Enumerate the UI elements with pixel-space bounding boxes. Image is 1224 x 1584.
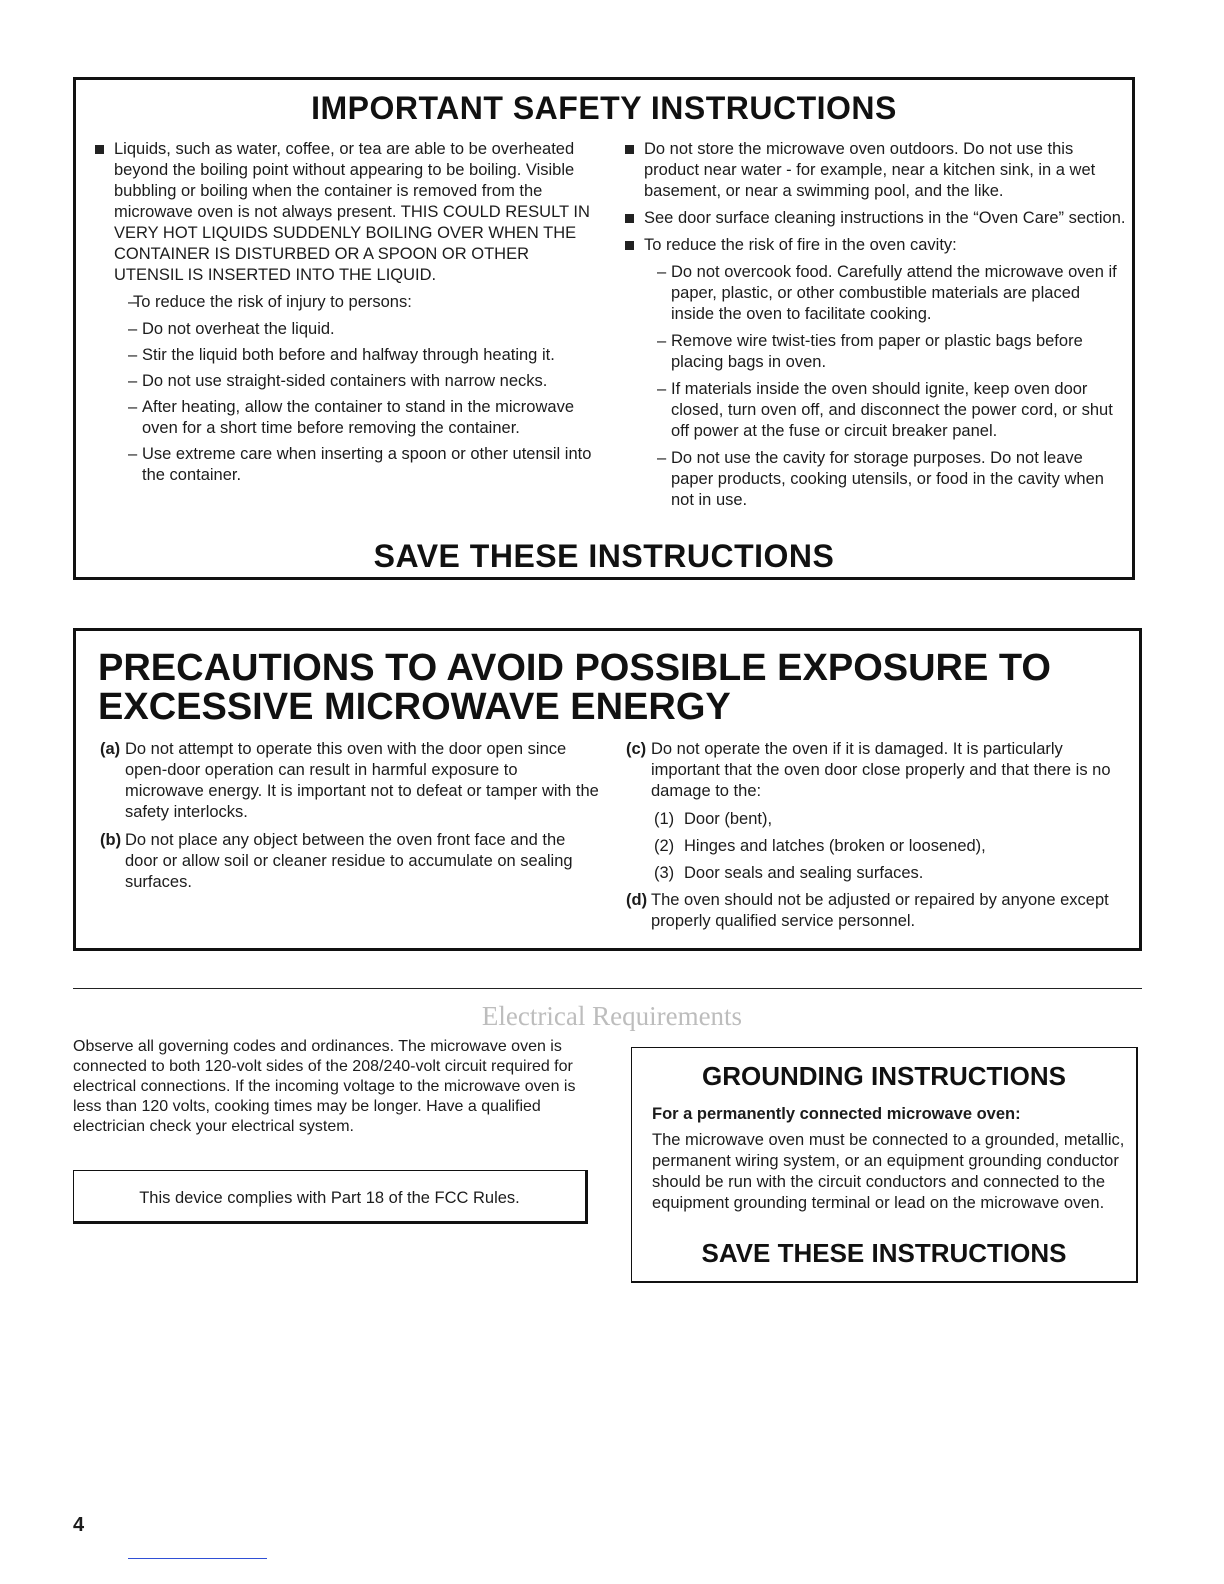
precaution-a: (a) Do not attempt to operate this oven with the door open since open-door operation can result in harmful exposure to microwave energy. It is important not to defeat or tamper with the safety interlocks. (100, 740, 599, 821)
section-divider (73, 988, 1142, 989)
safety-instructions-box (73, 77, 1135, 580)
safety-dash-item: – Use extreme care when inserting a spoon or other utensil into the container. (86, 444, 596, 486)
precautions-title: PRECAUTIONS TO AVOID POSSIBLE EXPOSURE TO EXCESSIVE MICROWAVE ENERGY (98, 647, 1051, 728)
safety-dash-item: – Remove wire twist-ties from paper or plastic bags before placing bags in oven. (616, 331, 1126, 373)
electrical-requirements-text: Observe all governing codes and ordinances. The microwave oven is connected to both 120-volt sides of the 208/240-volt circuit required for electrical connections. If the incoming voltage to the microwave oven is less than 120 volts, cooking times may be longer. Have a qualified electrician check your electrical system. (73, 1038, 576, 1135)
precaution-b: (b) Do not place any object between the oven front face and the door or allow soil or cleaner residue to accumulate on sealing surfaces. (100, 831, 573, 891)
electrical-requirements-heading: Electrical Requirements (481, 1001, 743, 1031)
grounding-text: The microwave oven must be connected to a grounded, metallic, permanent wiring system, or an equipment grounding conductor should be run with the circuit conductors and connected to the equipment grounding terminal or lead on the microwave oven. (652, 1131, 1125, 1212)
safety-bullet-liquids: Liquids, such as water, coffee, or tea are able to be overheated beyond the boiling point without appearing to be boiling. Visible bubbling or boiling when the container is removed from the microwave oven is not always present. THIS COULD RESULT IN VERY HOT LIQUIDS SUDDENLY BOILING OVER WHEN THE CONTAINER IS DISTURBED OR A SPOON OR OTHER UTENSIL IS INSERTED INTO THE LIQUID. (86, 139, 596, 286)
precaution-c-item: (3) Door seals and sealing surfaces. (654, 864, 924, 882)
safety-dash-item: – If materials inside the oven should ignite, keep oven door closed, turn oven off, and disconnect the power cord, or shut off power at the fuse or circuit breaker panel. (616, 379, 1126, 442)
grounding-instructions-box (631, 1047, 1138, 1283)
precaution-d: (d) The oven should not be adjusted or repaired by anyone except properly qualified service personnel. (626, 891, 1109, 930)
save-instructions-heading: SAVE THESE INSTRUCTIONS (373, 538, 835, 574)
grounding-title: GROUNDING INSTRUCTIONS (702, 1061, 1066, 1091)
precaution-c-item: (1) Door (bent), (654, 810, 773, 828)
safety-dash-item: – Do not use the cavity for storage purposes. Do not leave paper products, cooking utensils, or food in the cavity when not in use. (616, 448, 1126, 511)
grounding-subtitle: For a permanently connected microwave oven: (652, 1105, 1021, 1123)
safety-left-column (86, 139, 596, 486)
safety-right-column (616, 139, 1126, 511)
precautions-right-column (626, 739, 1126, 939)
safety-title: IMPORTANT SAFETY INSTRUCTIONS (311, 90, 897, 126)
safety-intro: – To reduce the risk of injury to persons: (86, 292, 596, 313)
safety-dash-item: – Do not overheat the liquid. (86, 319, 596, 340)
precaution-c-item: (2) Hinges and latches (broken or loosened), (654, 837, 986, 855)
safety-bullet-door-cleaning: See door surface cleaning instructions in the “Oven Care” section. (616, 208, 1126, 229)
page-number: 4 (73, 1514, 85, 1536)
grounding-save-instructions: SAVE THESE INSTRUCTIONS (701, 1238, 1067, 1268)
precautions-left-column (100, 739, 600, 900)
precaution-c: (c) Do not operate the oven if it is damaged. It is particularly important that the oven door close properly and that there is no damage to the: (626, 740, 1111, 800)
fcc-compliance-notice: This device complies with Part 18 of the FCC Rules. (73, 1170, 588, 1224)
safety-dash-item: – Stir the liquid both before and halfway through heating it. (86, 345, 596, 366)
safety-dash-item: – After heating, allow the container to stand in the microwave oven for a short time before removing the container. (86, 397, 596, 439)
safety-bullet-outdoors: Do not store the microwave oven outdoors. Do not use this product near water - for example, near a kitchen sink, in a wet basement, or near a swimming pool, and the like. (616, 139, 1126, 202)
footer-rule (128, 1558, 267, 1559)
safety-bullet-fire: To reduce the risk of fire in the oven cavity: (616, 235, 1126, 256)
precautions-box (73, 628, 1142, 951)
safety-dash-item: – Do not overcook food. Carefully attend the microwave oven if paper, plastic, or other combustible materials are placed inside the oven to facilitate cooking. (616, 262, 1126, 325)
safety-dash-item: – Do not use straight-sided containers with narrow necks. (86, 371, 596, 392)
